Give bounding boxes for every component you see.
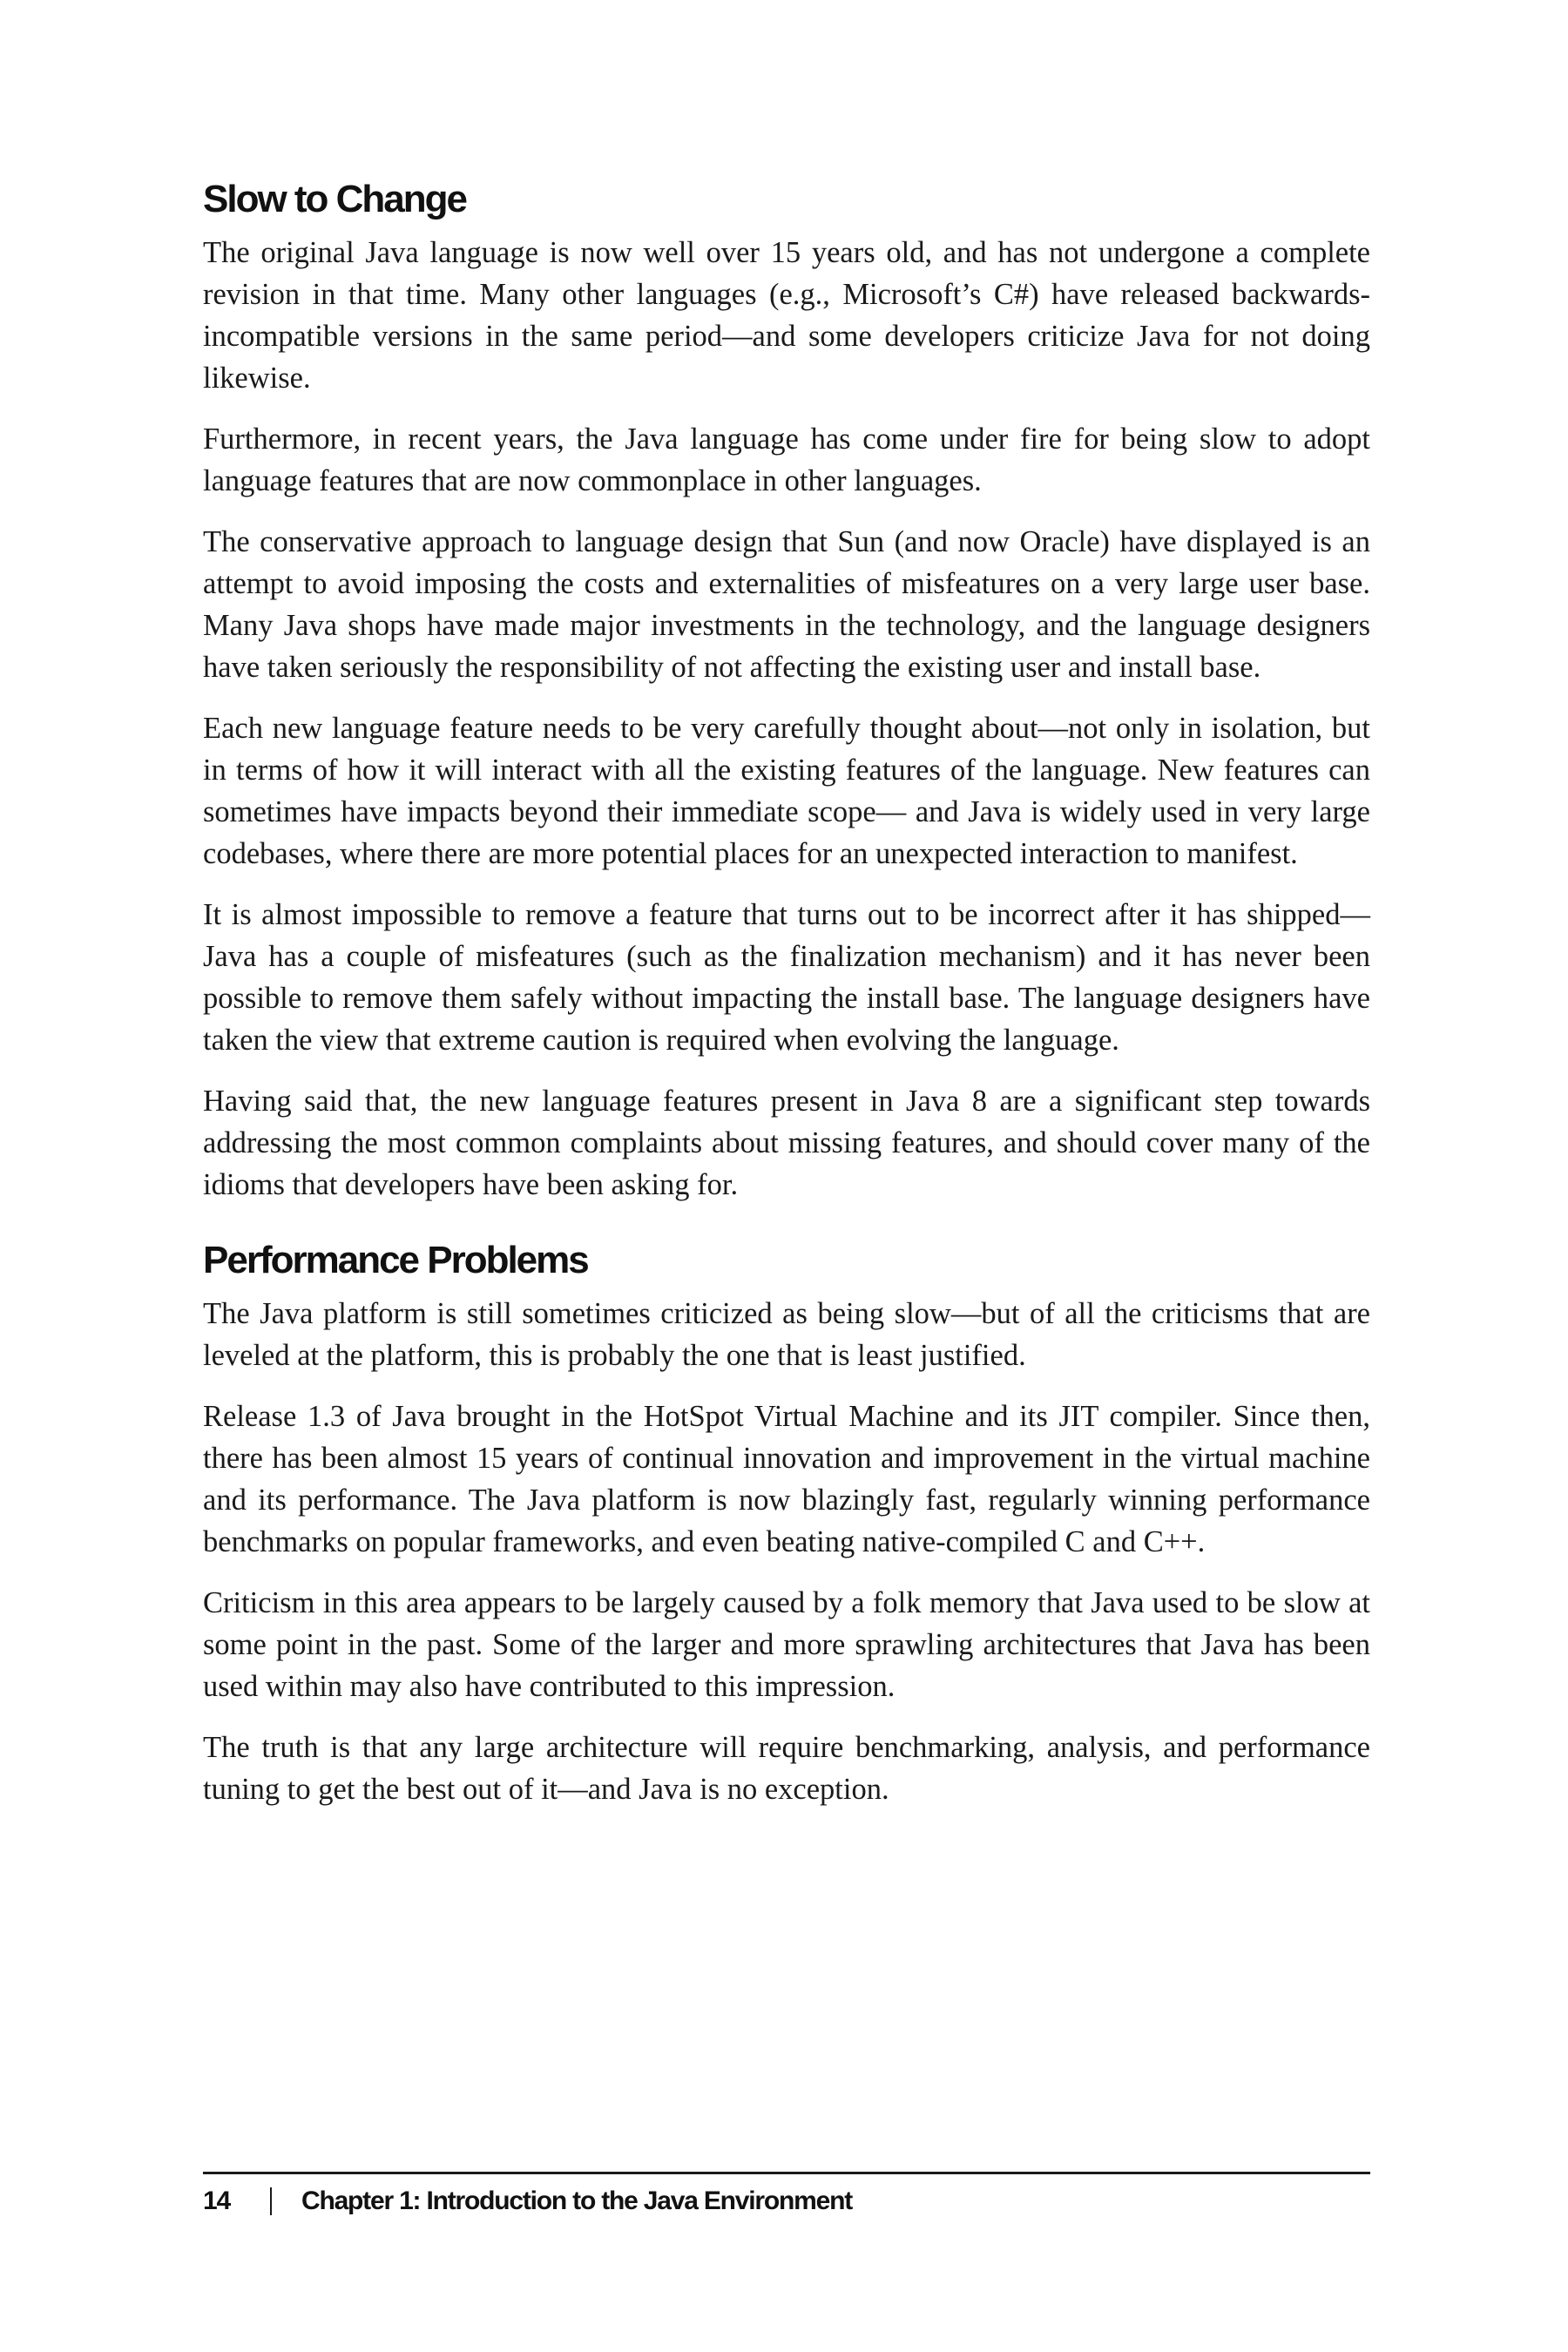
- paragraph: Furthermore, in recent years, the Java language has come under fire for being slow to adopt language features that are now commonplace in other languages.: [203, 422, 1370, 497]
- page-footer: [203, 2172, 1370, 2216]
- paragraph: The conservative approach to language design that Sun (and now Oracle) have displayed is an attempt to avoid imposing the costs and externalities of misfeatures on a very large user base. Many Java shops have made major investments in the technology, and the language designers have taken seriously the responsibility of not affecting the existing user and install base.: [203, 525, 1370, 684]
- paragraph: Release 1.3 of Java brought in the HotSpot Virtual Machine and its JIT compiler. Since then, there has been almost 15 years of continual innovation and improvement in the virtual machine and its performance. The Java platform is now blazingly fast, regularly winning performance benchmarks on popular frameworks, and even beating native-compiled C and C++.: [203, 1400, 1370, 1558]
- paragraph: Each new language feature needs to be very carefully thought about—not only in isolation, but in terms of how it will interact with all the existing features of the language. New features can sometimes have impacts beyond their immediate scope— and Java is widely used in very large codebases, where there are more potential places for an unexpected interaction to manifest.: [203, 712, 1370, 870]
- paragraph: The Java platform is still sometimes criticized as being slow—but of all the criticisms that are leveled at the platform, this is probably the one that is least justified.: [203, 1297, 1370, 1372]
- chapter-title: Chapter 1: Introduction to the Java Environment: [301, 2186, 852, 2215]
- section-heading-performance-problems: Performance Problems: [203, 1239, 588, 1281]
- footer-separator: [270, 2187, 272, 2215]
- footer-divider: [203, 2172, 1370, 2174]
- paragraph: The truth is that any large architecture will require benchmarking, analysis, and performance tuning to get the best out of it—and Java is no exception.: [203, 1731, 1370, 1806]
- paragraph: The original Java language is now well over 15 years old, and has not undergone a complete revision in that time. Many other languages (e.g., Microsoft’s C#) have released backwards-incompatible versions in the same period—and some developers criticize Java for not doing likewise.: [203, 236, 1370, 395]
- page-number: 14: [203, 2186, 230, 2215]
- paragraph: It is almost impossible to remove a feature that turns out to be incorrect after it has shipped—Java has a couple of misfeatures (such as the finalization mechanism) and it has never been possible to remove them safely without impacting the install base. The language designers have taken the view that extreme caution is required when evolving the language.: [203, 898, 1370, 1057]
- paragraph: Having said that, the new language features present in Java 8 are a significant step towards addressing the most common complaints about missing features, and should cover many of the idioms that developers have been asking for.: [203, 1085, 1370, 1201]
- paragraph: Criticism in this area appears to be largely caused by a folk memory that Java used to be slow at some point in the past. Some of the larger and more sprawling architectures that Java has been used within may also have contributed to this impression.: [203, 1586, 1370, 1703]
- section-heading-slow-to-change: Slow to Change: [203, 178, 466, 220]
- page-body: [203, 174, 1370, 1829]
- footer-running-head: [203, 2186, 1370, 2216]
